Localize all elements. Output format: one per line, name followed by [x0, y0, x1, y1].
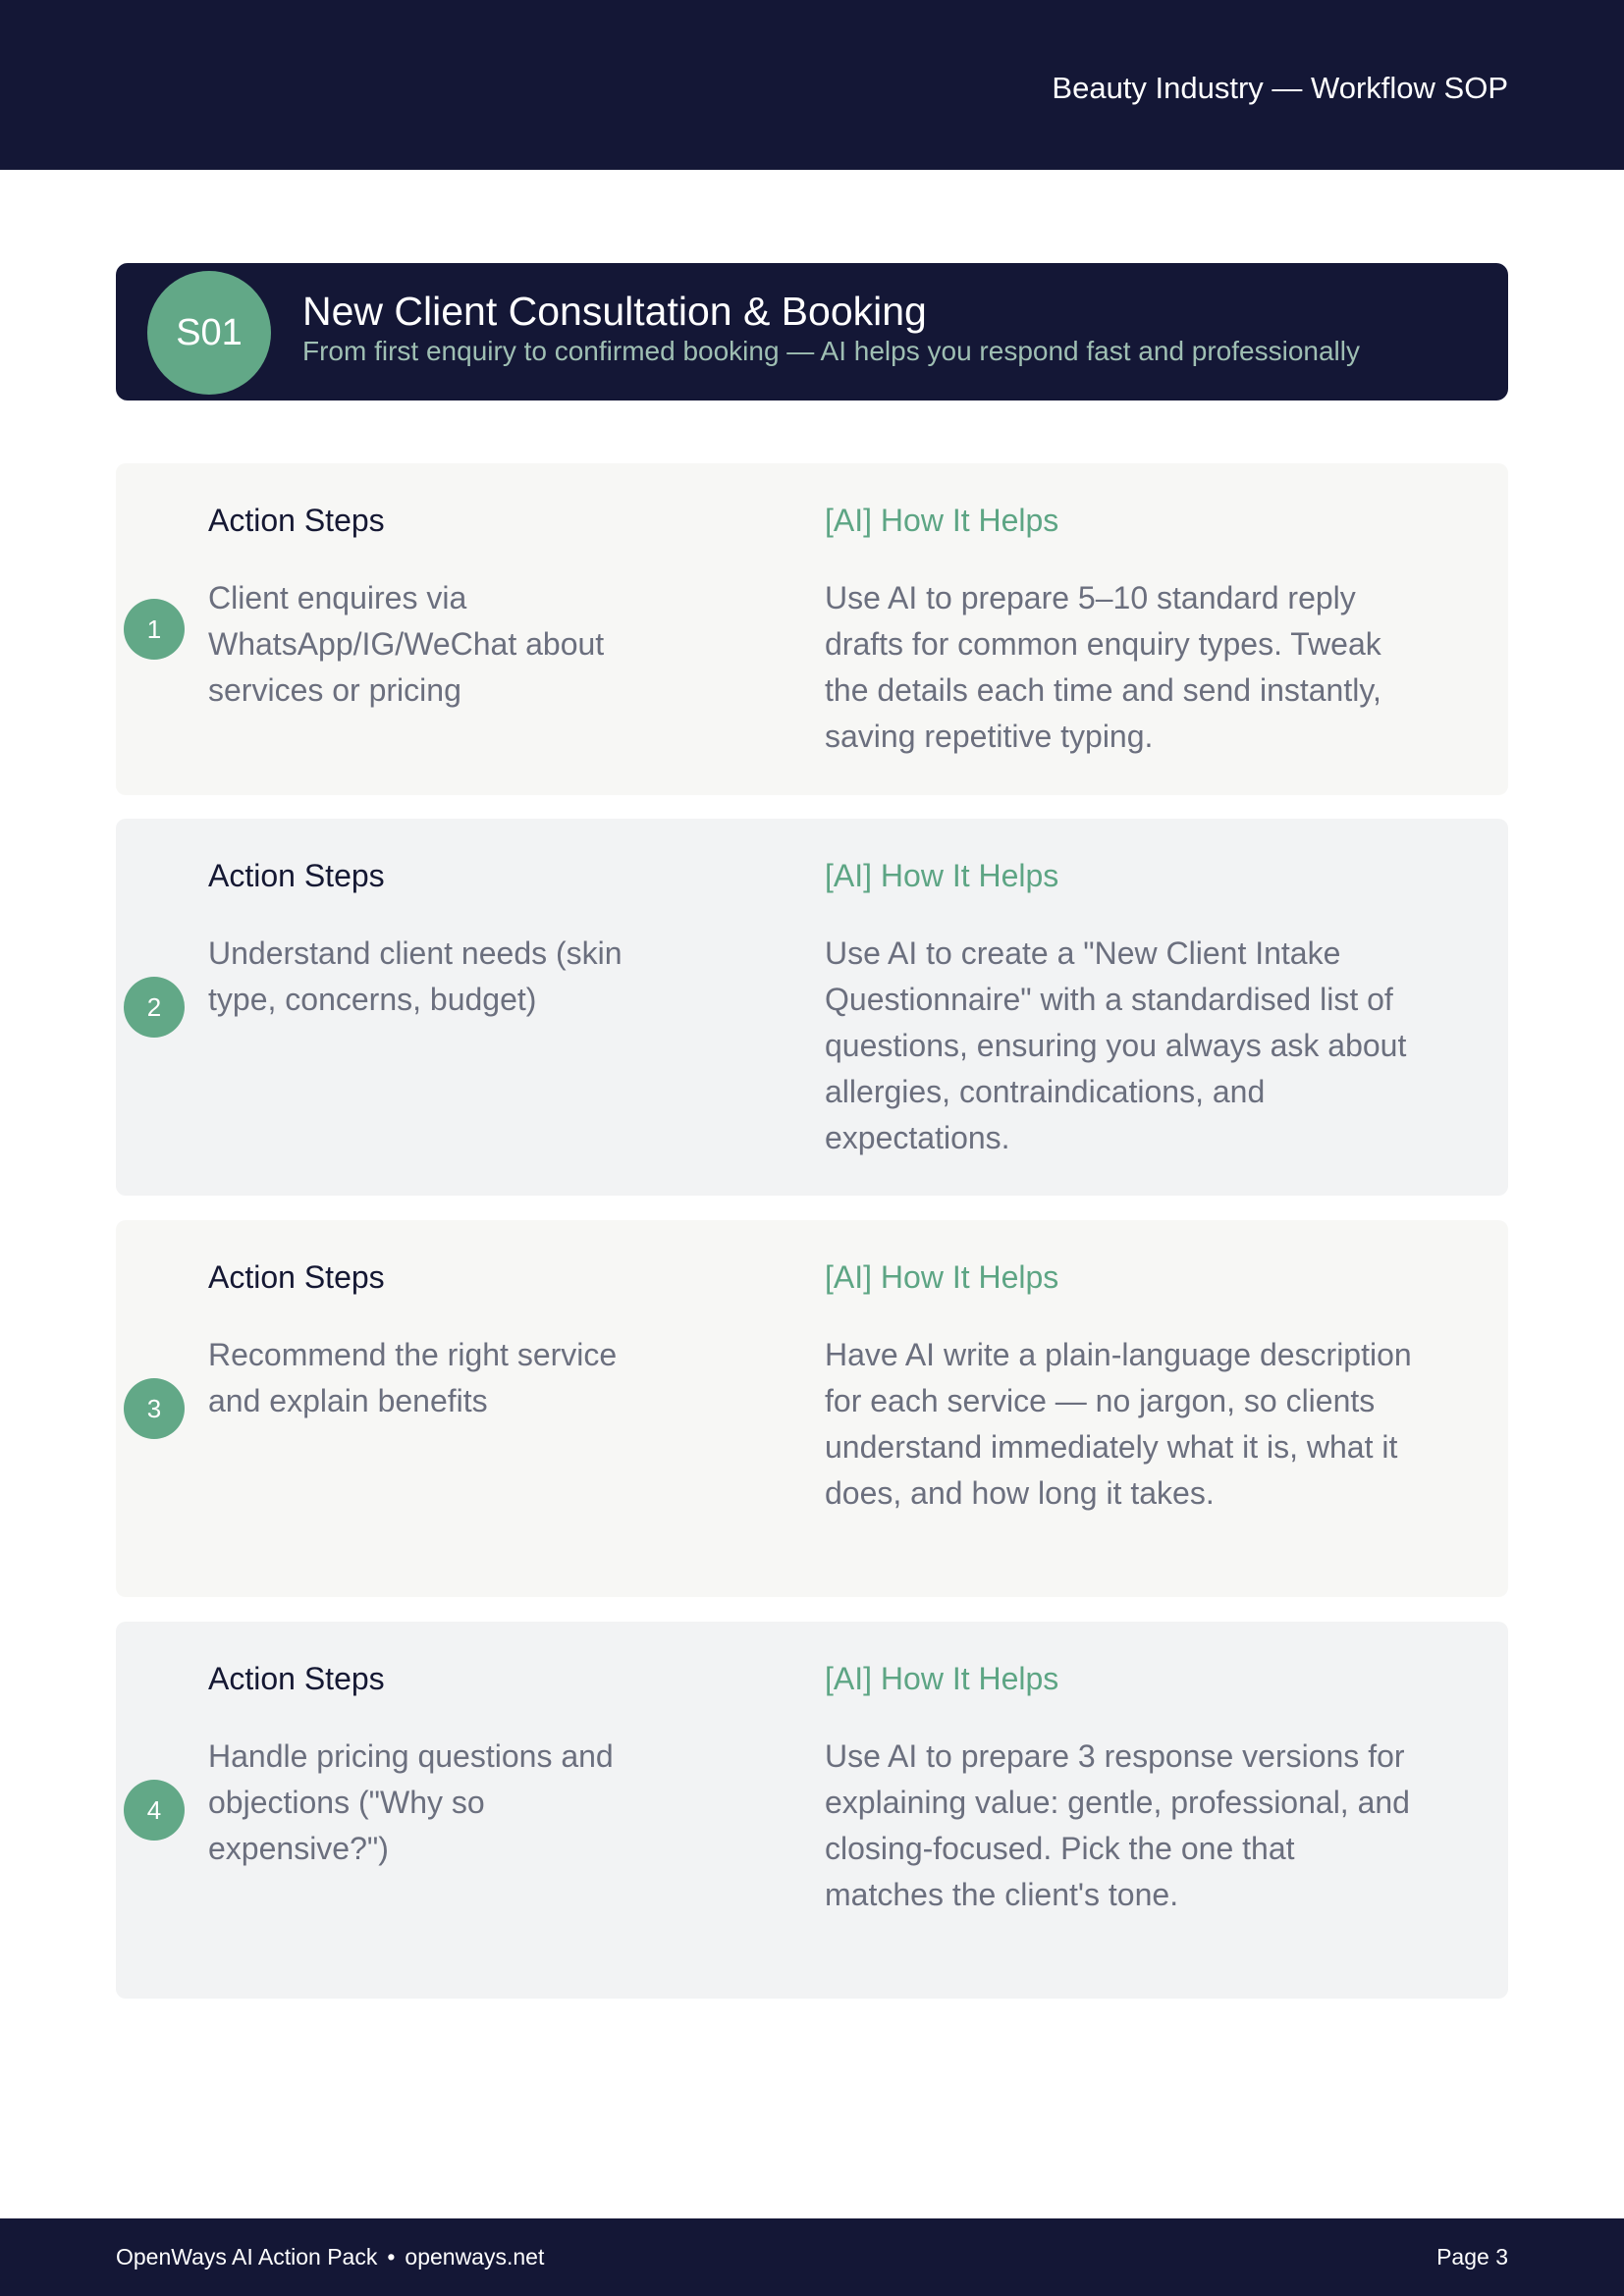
ai-help-text: Have AI write a plain-language description for each service — no jargon, so clients understand immediately what it is, what it does, and how long it takes.	[825, 1337, 1412, 1511]
header-bar	[0, 0, 1624, 170]
section-header	[116, 263, 1508, 400]
step-card-2	[116, 819, 1508, 1196]
step-card-1	[116, 463, 1508, 795]
action-step-text: Recommend the right service and explain benefits	[208, 1337, 618, 1418]
action-step-text: Handle pricing questions and objections ("Why so expensive?")	[208, 1738, 614, 1866]
ai-help-heading: [AI] How It Helps	[825, 1661, 1059, 1696]
step-number-badge: 1	[124, 599, 185, 660]
ai-help-text: Use AI to prepare 5–10 standard reply drafts for common enquiry types. Tweak the details each time and send instantly, saving repetitive typing.	[825, 580, 1381, 754]
step-card-4	[116, 1622, 1508, 1999]
footer-brand: OpenWays AI Action Pack	[116, 2244, 378, 2269]
section-badge: S01	[147, 271, 271, 395]
footer-bar	[0, 2218, 1624, 2296]
action-step-text: Client enquires via WhatsApp/IG/WeChat about services or pricing	[208, 580, 605, 708]
ai-help-heading: [AI] How It Helps	[825, 858, 1059, 893]
page-number: Page 3	[1436, 2244, 1508, 2269]
footer-separator: •	[387, 2244, 396, 2269]
footer-credits	[116, 2242, 544, 2271]
footer-site-link[interactable]: openways.net	[405, 2244, 545, 2269]
document-title: Beauty Industry — Workflow SOP	[1052, 71, 1508, 105]
ai-help-heading: [AI] How It Helps	[825, 503, 1059, 538]
step-number-badge: 2	[124, 977, 185, 1038]
action-steps-heading: Action Steps	[208, 858, 385, 893]
step-number-badge: 3	[124, 1378, 185, 1439]
action-steps-heading: Action Steps	[208, 503, 385, 538]
ai-help-text: Use AI to prepare 3 response versions for explaining value: gentle, professional, and closing-focused. Pick the one that matches the client's tone.	[825, 1738, 1410, 1912]
section-title: New Client Consultation & Booking	[302, 289, 927, 334]
ai-help-heading: [AI] How It Helps	[825, 1259, 1059, 1295]
section-subtitle: From first enquiry to confirmed booking — AI helps you respond fast and professionally	[302, 336, 1360, 366]
step-card-3	[116, 1220, 1508, 1597]
action-steps-heading: Action Steps	[208, 1661, 385, 1696]
ai-help-text: Use AI to create a "New Client Intake Questionnaire" with a standardised list of questions, ensuring you always ask about allergies, contraindications, and expectations.	[825, 935, 1407, 1155]
step-number-badge: 4	[124, 1780, 185, 1841]
action-step-text: Understand client needs (skin type, concerns, budget)	[208, 935, 623, 1017]
action-steps-heading: Action Steps	[208, 1259, 385, 1295]
